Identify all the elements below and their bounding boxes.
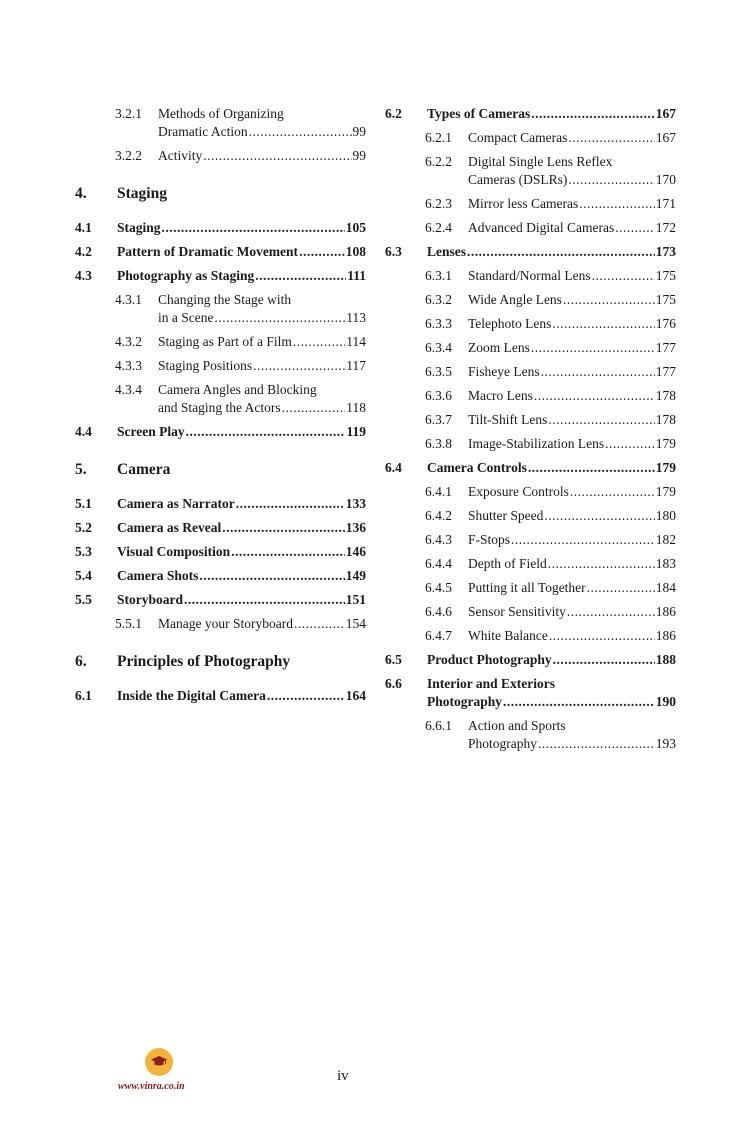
toc-entry-title: Camera Controls [427, 460, 527, 475]
toc-entry-number: 6.2.4 [425, 220, 452, 235]
toc-entry-title: Staging [117, 185, 167, 202]
toc-entry-title: Screen Play [117, 424, 185, 439]
toc-entry-title: Wide Angle Lens [468, 292, 562, 307]
toc-entry-title: Photography [427, 694, 503, 709]
toc-entry-number: 6.4.4 [425, 556, 452, 571]
toc-entry-number: 4.1 [75, 220, 92, 235]
toc-entry-page: 114 [346, 334, 366, 349]
dot-leader [563, 291, 655, 309]
toc-entry-page: 188 [655, 652, 676, 667]
toc-entry-number: 5.1 [75, 496, 92, 511]
toc-entry-page: 164 [345, 688, 366, 703]
dot-leader [467, 243, 655, 261]
toc-entry-number: 6.3.4 [425, 340, 452, 355]
dot-leader [267, 687, 345, 705]
toc-entry-number: 6.4.1 [425, 484, 452, 499]
toc-entry-page: 119 [346, 424, 366, 439]
toc-entry-number: 6.3 [385, 244, 402, 259]
toc-entry-title: Photography as Staging [117, 268, 255, 283]
toc-entry-title: Pattern of Dramatic Movement [117, 244, 299, 259]
toc-entry-page: 105 [345, 220, 366, 235]
toc-entry-page: 183 [655, 556, 676, 571]
dot-leader [534, 387, 655, 405]
dot-leader [231, 543, 345, 561]
dot-leader [548, 555, 655, 573]
toc-entry-title: Exposure Controls [468, 484, 569, 499]
toc-entry-title: in a Scene [158, 310, 214, 325]
toc-entry-page: 111 [347, 268, 366, 283]
dot-leader [605, 435, 655, 453]
dot-leader [615, 219, 655, 237]
toc-entry-number: 5.5.1 [115, 616, 142, 631]
toc-entry-title: F-Stops [468, 532, 511, 547]
toc-entry-number: 6. [75, 653, 87, 670]
toc-entry-title: Changing the Stage with [158, 292, 292, 307]
toc-entry-page: 171 [655, 196, 676, 211]
toc-entry-page: 177 [655, 364, 676, 379]
dot-leader [541, 363, 655, 381]
toc-entry-number: 6.3.7 [425, 412, 452, 427]
toc-entry-number: 6.1 [75, 688, 92, 703]
toc-entry-page: 178 [655, 388, 676, 403]
toc-entry-number: 4.3.2 [115, 334, 142, 349]
toc-entry-page: 172 [655, 220, 676, 235]
dot-leader [567, 603, 655, 621]
page-number: iv [337, 1068, 349, 1084]
toc-entry-title: Storyboard [117, 592, 184, 607]
dot-leader [531, 105, 655, 123]
dot-leader [592, 267, 655, 285]
dot-leader [282, 399, 346, 417]
dot-leader [294, 615, 345, 633]
toc-entry-title: Methods of Organizing [158, 106, 284, 121]
toc-entry-page: 113 [346, 310, 366, 325]
toc-entry-page: 146 [345, 544, 366, 559]
toc-entry-title: Product Photography [427, 652, 552, 667]
toc-entry-title: Telephoto Lens [468, 316, 552, 331]
toc-entry-number: 4.3.1 [115, 292, 142, 307]
toc-entry-page: 190 [655, 694, 676, 709]
dot-leader [531, 339, 655, 357]
toc-entry-title: Fisheye Lens [468, 364, 540, 379]
dot-leader [214, 309, 345, 327]
toc-entry-title: Camera as Narrator [117, 496, 235, 511]
toc-entry-page: 167 [655, 106, 676, 121]
toc-entry-page: 175 [655, 292, 676, 307]
toc-entry-number: 6.3.5 [425, 364, 452, 379]
toc-entry-page: 193 [655, 736, 676, 751]
dot-leader [511, 531, 655, 549]
toc-entry-number: 5. [75, 461, 87, 478]
graduation-cap-icon [150, 1053, 168, 1071]
dot-leader [299, 243, 345, 261]
dot-leader [548, 411, 654, 429]
publisher-logo [145, 1048, 173, 1076]
dot-leader [568, 129, 654, 147]
toc-entry-number: 6.5 [385, 652, 402, 667]
toc-entry-number: 6.3.8 [425, 436, 452, 451]
toc-entry-number: 6.4.3 [425, 532, 452, 547]
toc-entry-number: 4.3.4 [115, 382, 142, 397]
dot-leader [528, 459, 655, 477]
toc-entry-title: Staging Positions [158, 358, 253, 373]
toc-entry-number: 6.4.5 [425, 580, 452, 595]
toc-entry-title: Types of Cameras [427, 106, 531, 121]
toc-entry-page: 178 [655, 412, 676, 427]
toc-entry-number: 6.2.1 [425, 130, 452, 145]
toc-entry-page: 154 [345, 616, 366, 631]
dot-leader [587, 579, 655, 597]
toc-entry-page: 117 [346, 358, 366, 373]
dot-leader [538, 735, 655, 753]
toc-entry-number: 3.2.1 [115, 106, 142, 121]
toc-entry-number: 5.2 [75, 520, 92, 535]
dot-leader [199, 567, 344, 585]
toc-entry-number: 6.3.3 [425, 316, 452, 331]
dot-leader [553, 651, 655, 669]
toc-entry-title: Action and Sports [468, 718, 566, 733]
toc-entry-title: Compact Cameras [468, 130, 568, 145]
toc-entry-title: Staging as Part of a Film [158, 334, 292, 349]
toc-entry-page: 179 [655, 460, 676, 475]
publisher-url[interactable]: www.vinra.co.in [118, 1081, 185, 1092]
toc-entry-number: 6.4 [385, 460, 402, 475]
toc-entry-number: 6.4.2 [425, 508, 452, 523]
toc-entry-number: 6.3.2 [425, 292, 452, 307]
toc-entry-title: Advanced Digital Cameras [468, 220, 615, 235]
toc-entry-page: 133 [345, 496, 366, 511]
toc-entry-page: 179 [655, 436, 676, 451]
toc-entry-number: 5.3 [75, 544, 92, 559]
dot-leader [293, 333, 345, 351]
toc-entry-title: Sensor Sensitivity [468, 604, 566, 619]
toc-entry-page: 99 [352, 148, 366, 163]
dot-leader [162, 219, 345, 237]
toc-entry-page: 167 [655, 130, 676, 145]
toc-entry-title: Interior and Exteriors [427, 676, 555, 691]
toc-entry-page: 186 [655, 604, 676, 619]
toc-entry-number: 6.3.1 [425, 268, 452, 283]
toc-entry-number: 4.3 [75, 268, 92, 283]
toc-entry-title: Digital Single Lens Reflex [468, 154, 613, 169]
toc-entry-title: Putting it all Together [468, 580, 586, 595]
toc-entry-number: 4.3.3 [115, 358, 142, 373]
toc-entry-number: 5.5 [75, 592, 92, 607]
dot-leader [579, 195, 655, 213]
toc-entry-title: Camera as Reveal [117, 520, 222, 535]
toc-entry-title: Mirror less Cameras [468, 196, 579, 211]
toc-entry-title: Visual Composition [117, 544, 231, 559]
dot-leader [253, 357, 345, 375]
toc-entry-title: Macro Lens [468, 388, 533, 403]
toc-entry-number: 6.6 [385, 676, 402, 691]
toc-entry-number: 3.2.2 [115, 148, 142, 163]
toc-entry-page: 118 [346, 400, 366, 415]
toc-entry-page: 176 [655, 316, 676, 331]
toc-entry-page: 180 [655, 508, 676, 523]
dot-leader [544, 507, 654, 525]
toc-entry-number: 6.6.1 [425, 718, 452, 733]
toc-entry-title: Staging [117, 220, 161, 235]
toc-entry-title: Zoom Lens [468, 340, 530, 355]
toc-entry-page: 182 [655, 532, 676, 547]
dot-leader [568, 171, 654, 189]
dot-leader [549, 627, 655, 645]
toc-entry-number: 6.4.6 [425, 604, 452, 619]
toc-entry-number: 4. [75, 185, 87, 202]
dot-leader [503, 693, 655, 711]
toc-entry-title: Shutter Speed [468, 508, 544, 523]
toc-entry-page: 99 [352, 124, 366, 139]
toc-entry-page: 151 [345, 592, 366, 607]
toc-entry-title: Image-Stabilization Lens [468, 436, 605, 451]
toc-entry-page: 186 [655, 628, 676, 643]
toc-entry-title: Dramatic Action [158, 124, 248, 139]
toc-entry-title: Photography [468, 736, 537, 751]
toc-entry-title: White Balance [468, 628, 548, 643]
dot-leader [255, 267, 346, 285]
toc-entry-number: 6.2.2 [425, 154, 452, 169]
dot-leader [203, 147, 351, 165]
toc-entry-page: 184 [655, 580, 676, 595]
toc-entry-number: 6.4.7 [425, 628, 452, 643]
toc-entry-page: 179 [655, 484, 676, 499]
toc-entry-title: Depth of Field [468, 556, 547, 571]
dot-leader [236, 495, 345, 513]
toc-entry-number: 5.4 [75, 568, 92, 583]
toc-entry-number: 6.3.6 [425, 388, 452, 403]
toc-entry-page: 177 [655, 340, 676, 355]
dot-leader [186, 423, 346, 441]
toc-entry-page: 108 [345, 244, 366, 259]
toc-entry-page: 173 [655, 244, 676, 259]
toc-entry-title: and Staging the Actors [158, 400, 281, 415]
toc-entry-page: 170 [655, 172, 676, 187]
toc-entry-title: Cameras (DSLRs) [468, 172, 568, 187]
toc-entry-title: Inside the Digital Camera [117, 688, 266, 703]
toc-entry-number: 6.2 [385, 106, 402, 121]
toc-entry-number: 6.2.3 [425, 196, 452, 211]
toc-entry-page: 136 [345, 520, 366, 535]
dot-leader [222, 519, 345, 537]
toc-entry-title: Camera Angles and Blocking [158, 382, 317, 397]
toc-entry-title: Camera [117, 461, 171, 478]
dot-leader [249, 123, 352, 141]
toc-entry-title: Tilt-Shift Lens [468, 412, 548, 427]
toc-entry-title: Camera Shots [117, 568, 199, 583]
dot-leader [570, 483, 655, 501]
toc-entry-page: 149 [345, 568, 366, 583]
toc-entry-title: Standard/Normal Lens [468, 268, 591, 283]
toc-entry-title: Principles of Photography [117, 653, 291, 670]
toc-entry-number: 4.2 [75, 244, 92, 259]
dot-leader [552, 315, 654, 333]
dot-leader [184, 591, 345, 609]
toc-entry-title: Activity [158, 148, 203, 163]
toc-entry-title: Manage your Storyboard [158, 616, 293, 631]
toc-entry-number: 4.4 [75, 424, 92, 439]
toc-entry-title: Lenses [427, 244, 467, 259]
toc-entry-page: 175 [655, 268, 676, 283]
